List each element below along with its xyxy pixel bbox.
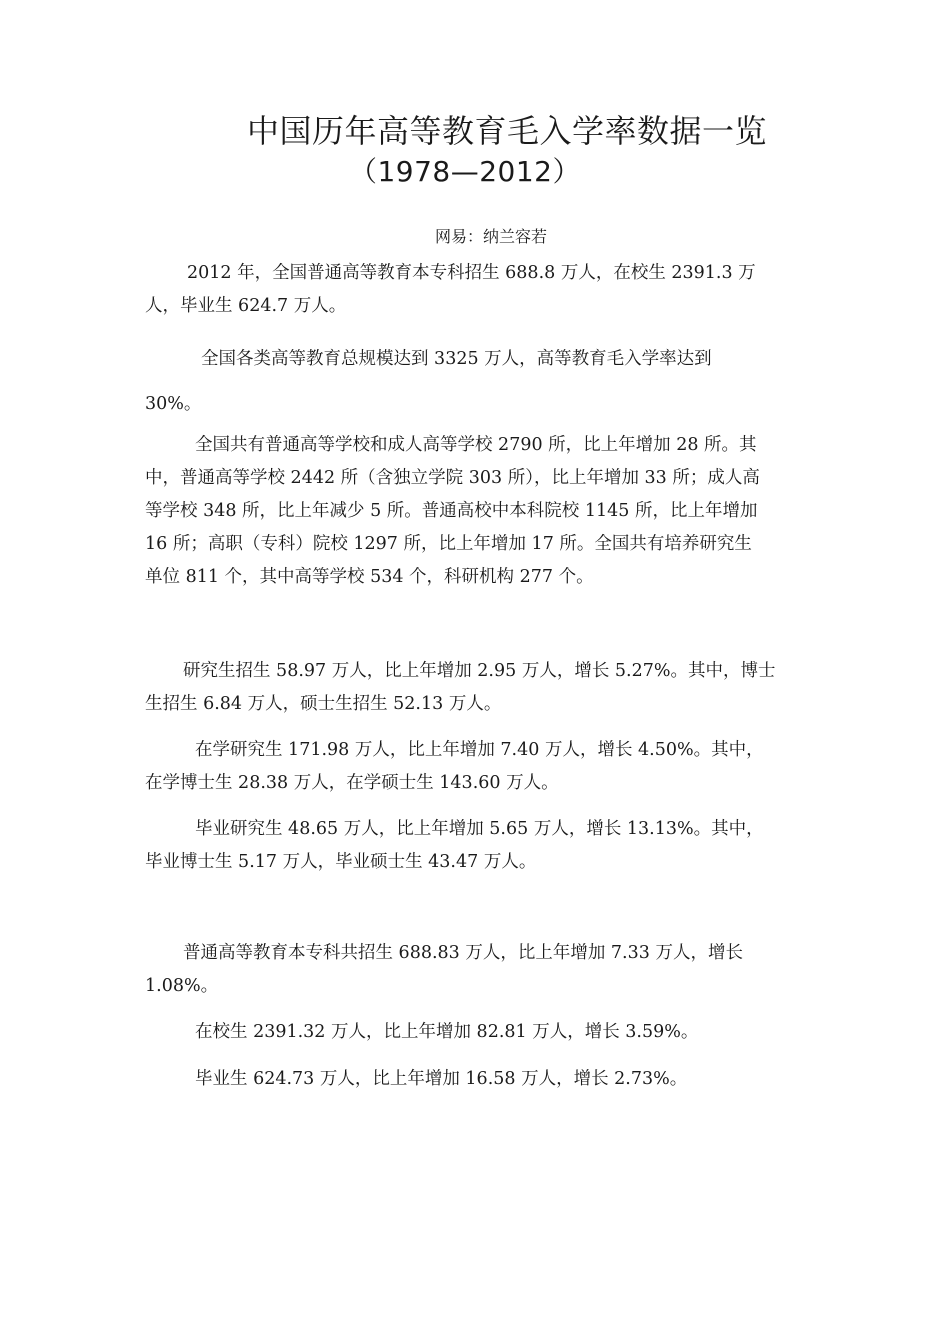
paragraph-line: 中，普通高等学校 2442 所（含独立学院 303 所），比上年增加 33 所；成人高 <box>145 468 760 488</box>
paragraph-undergrad-in-school <box>145 1016 809 1049</box>
paragraph-line: 16 所；高职（专科）院校 1297 所，比上年增加 17 所。全国共有培养研究生 <box>145 534 752 554</box>
paragraph-enrollment-summary <box>145 257 809 323</box>
paragraph-line: 1.08%。 <box>145 976 219 996</box>
paragraph-line: 在学博士生 28.38 万人，在学硕士生 143.60 万人。 <box>145 773 559 793</box>
paragraph-line: 等学校 348 所，比上年减少 5 所。普通高校中本科院校 1145 所，比上年增加 <box>145 501 758 521</box>
paragraph-line: 全国各类高等教育总规模达到 3325 万人，高等教育毛入学率达到 <box>201 349 712 369</box>
paragraph-graduate-enrollment <box>145 655 809 721</box>
paragraph-line: 单位 811 个，其中高等学校 534 个，科研机构 277 个。 <box>145 567 594 587</box>
paragraph-line: 毕业研究生 48.65 万人，比上年增加 5.65 万人，增长 13.13%。其中， <box>195 819 764 839</box>
document-title: 中国历年高等教育毛入学率数据一览 <box>246 112 767 150</box>
paragraph-undergrad-enrollment <box>145 937 809 1003</box>
paragraph-undergrad-graduates <box>145 1063 809 1096</box>
paragraph-line: 2012 年，全国普通高等教育本专科招生 688.8 万人，在校生 2391.3 万 <box>187 263 756 283</box>
paragraph-line: 在学研究生 171.98 万人，比上年增加 7.40 万人，增长 4.50%。其中， <box>195 740 764 760</box>
paragraph-line: 研究生招生 58.97 万人，比上年增加 2.95 万人，增长 5.27%。其中，博士 <box>183 661 776 681</box>
paragraph-institutions <box>145 429 809 594</box>
paragraph-total-scale <box>145 337 809 427</box>
paragraph-line: 普通高等教育本专科共招生 688.83 万人，比上年增加 7.33 万人，增长 <box>183 943 743 963</box>
paragraph-graduate-graduates <box>145 813 809 879</box>
paragraph-graduate-in-school <box>145 734 809 800</box>
paragraph-line: 全国共有普通高等学校和成人高等学校 2790 所，比上年增加 28 所。其 <box>195 435 757 455</box>
paragraph-line: 生招生 6.84 万人，硕士生招生 52.13 万人。 <box>145 694 502 714</box>
paragraph-line: 人，毕业生 624.7 万人。 <box>145 296 347 316</box>
paragraph-line: 在校生 2391.32 万人，比上年增加 82.81 万人，增长 3.59%。 <box>195 1022 699 1042</box>
paragraph-line: 30%。 <box>145 394 202 414</box>
paragraph-line: 毕业生 624.73 万人，比上年增加 16.58 万人，增长 2.73%。 <box>195 1069 688 1089</box>
paragraph-line: 毕业博士生 5.17 万人，毕业硕士生 43.47 万人。 <box>145 852 537 872</box>
document-subtitle-years: （1978—2012） <box>348 155 582 188</box>
author-byline: 网易：纳兰容若 <box>434 227 547 246</box>
